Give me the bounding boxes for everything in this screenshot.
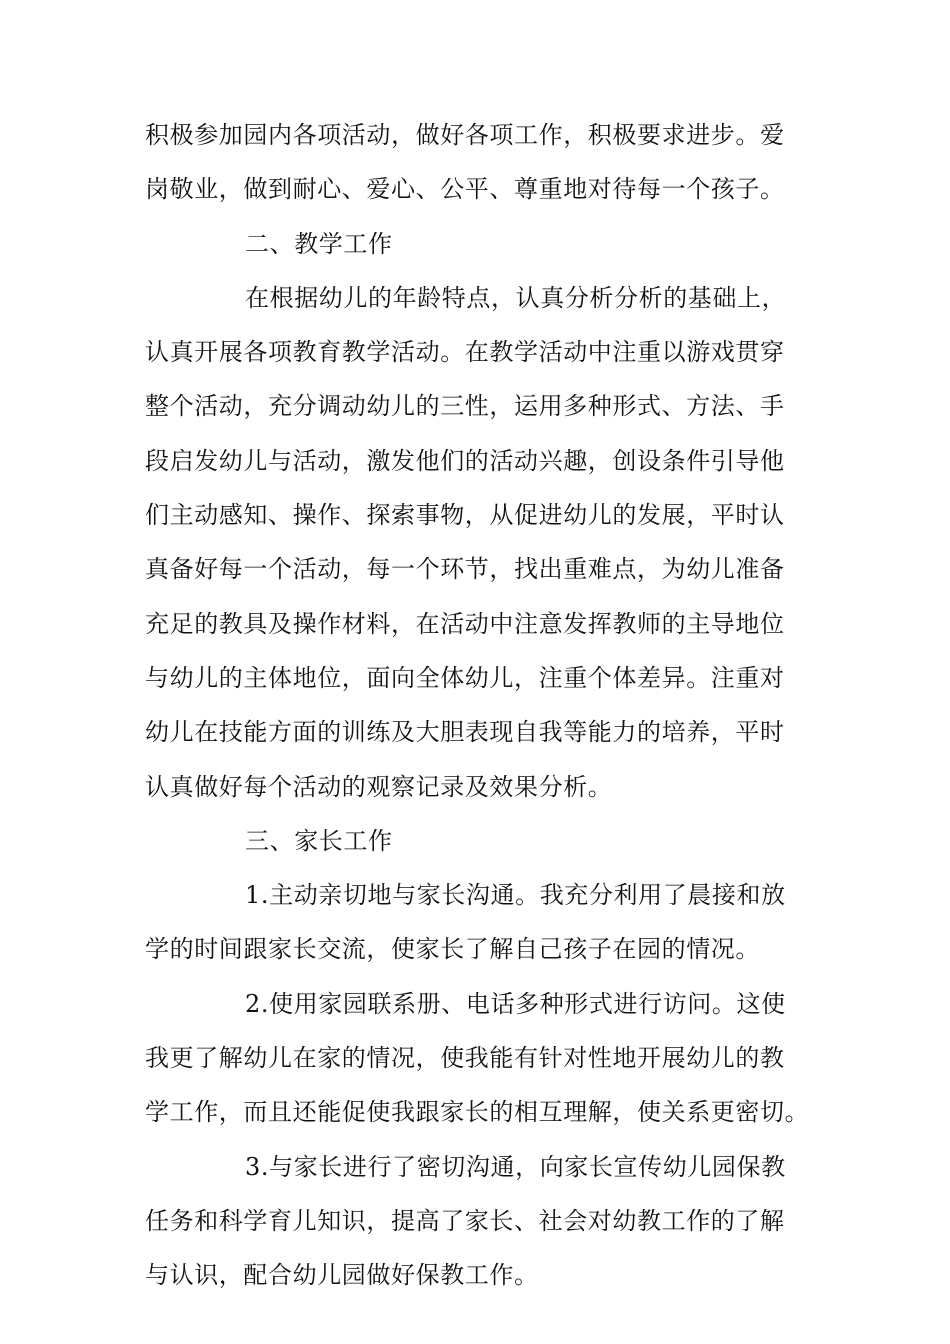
list-item-2: 2.使用家园联系册、电话多种形式进行访问。这使 xyxy=(245,989,786,1018)
text-line: 段启发幼儿与活动，激发他们的活动兴趣，创设条件引导他 xyxy=(145,446,785,475)
list-item-1: 1.主动亲切地与家长沟通。我充分利用了晨接和放 xyxy=(245,881,786,910)
text-line: 与认识，配合幼儿园做好保教工作。 xyxy=(145,1261,539,1290)
text-line: 认真开展各项教育教学活动。在教学活动中注重以游戏贯穿 xyxy=(145,338,785,367)
text-line: 学工作，而且还能促使我跟家长的相互理解，使关系更密切。 xyxy=(145,1098,810,1127)
text-line: 充足的教具及操作材料，在活动中注意发挥教师的主导地位 xyxy=(145,609,785,638)
text-line: 岗敬业，做到耐心、爱心、公平、尊重地对待每一个孩子。 xyxy=(145,175,785,204)
text-line: 与幼儿的主体地位，面向全体幼儿，注重个体差异。注重对 xyxy=(145,663,785,692)
text-line: 整个活动，充分调动幼儿的三性，运用多种形式、方法、手 xyxy=(145,392,785,421)
text-line: 真备好每一个活动，每一个环节，找出重难点，为幼儿准备 xyxy=(145,555,785,584)
section-heading-teaching: 二、教学工作 xyxy=(245,229,393,258)
text-line: 们主动感知、操作、探索事物，从促进幼儿的发展，平时认 xyxy=(145,501,785,530)
section-heading-parents: 三、家长工作 xyxy=(245,826,393,855)
list-item-3: 3.与家长进行了密切沟通，向家长宣传幼儿园保教 xyxy=(245,1152,786,1181)
text-line: 任务和科学育儿知识，提高了家长、社会对幼教工作的了解 xyxy=(145,1206,785,1235)
text-line: 积极参加园内各项活动，做好各项工作，积极要求进步。爱 xyxy=(145,121,785,149)
text-line: 认真做好每个活动的观察记录及效果分析。 xyxy=(145,772,613,801)
text-line: 幼儿在技能方面的训练及大胆表现自我等能力的培养，平时 xyxy=(145,718,785,747)
text-line: 学的时间跟家长交流，使家长了解自己孩子在园的情况。 xyxy=(145,935,760,964)
text-line: 我更了解幼儿在家的情况，使我能有针对性地开展幼儿的教 xyxy=(145,1044,785,1073)
text-line: 在根据幼儿的年龄特点，认真分析分析的基础上， xyxy=(245,283,787,312)
body-text xyxy=(145,108,809,1303)
